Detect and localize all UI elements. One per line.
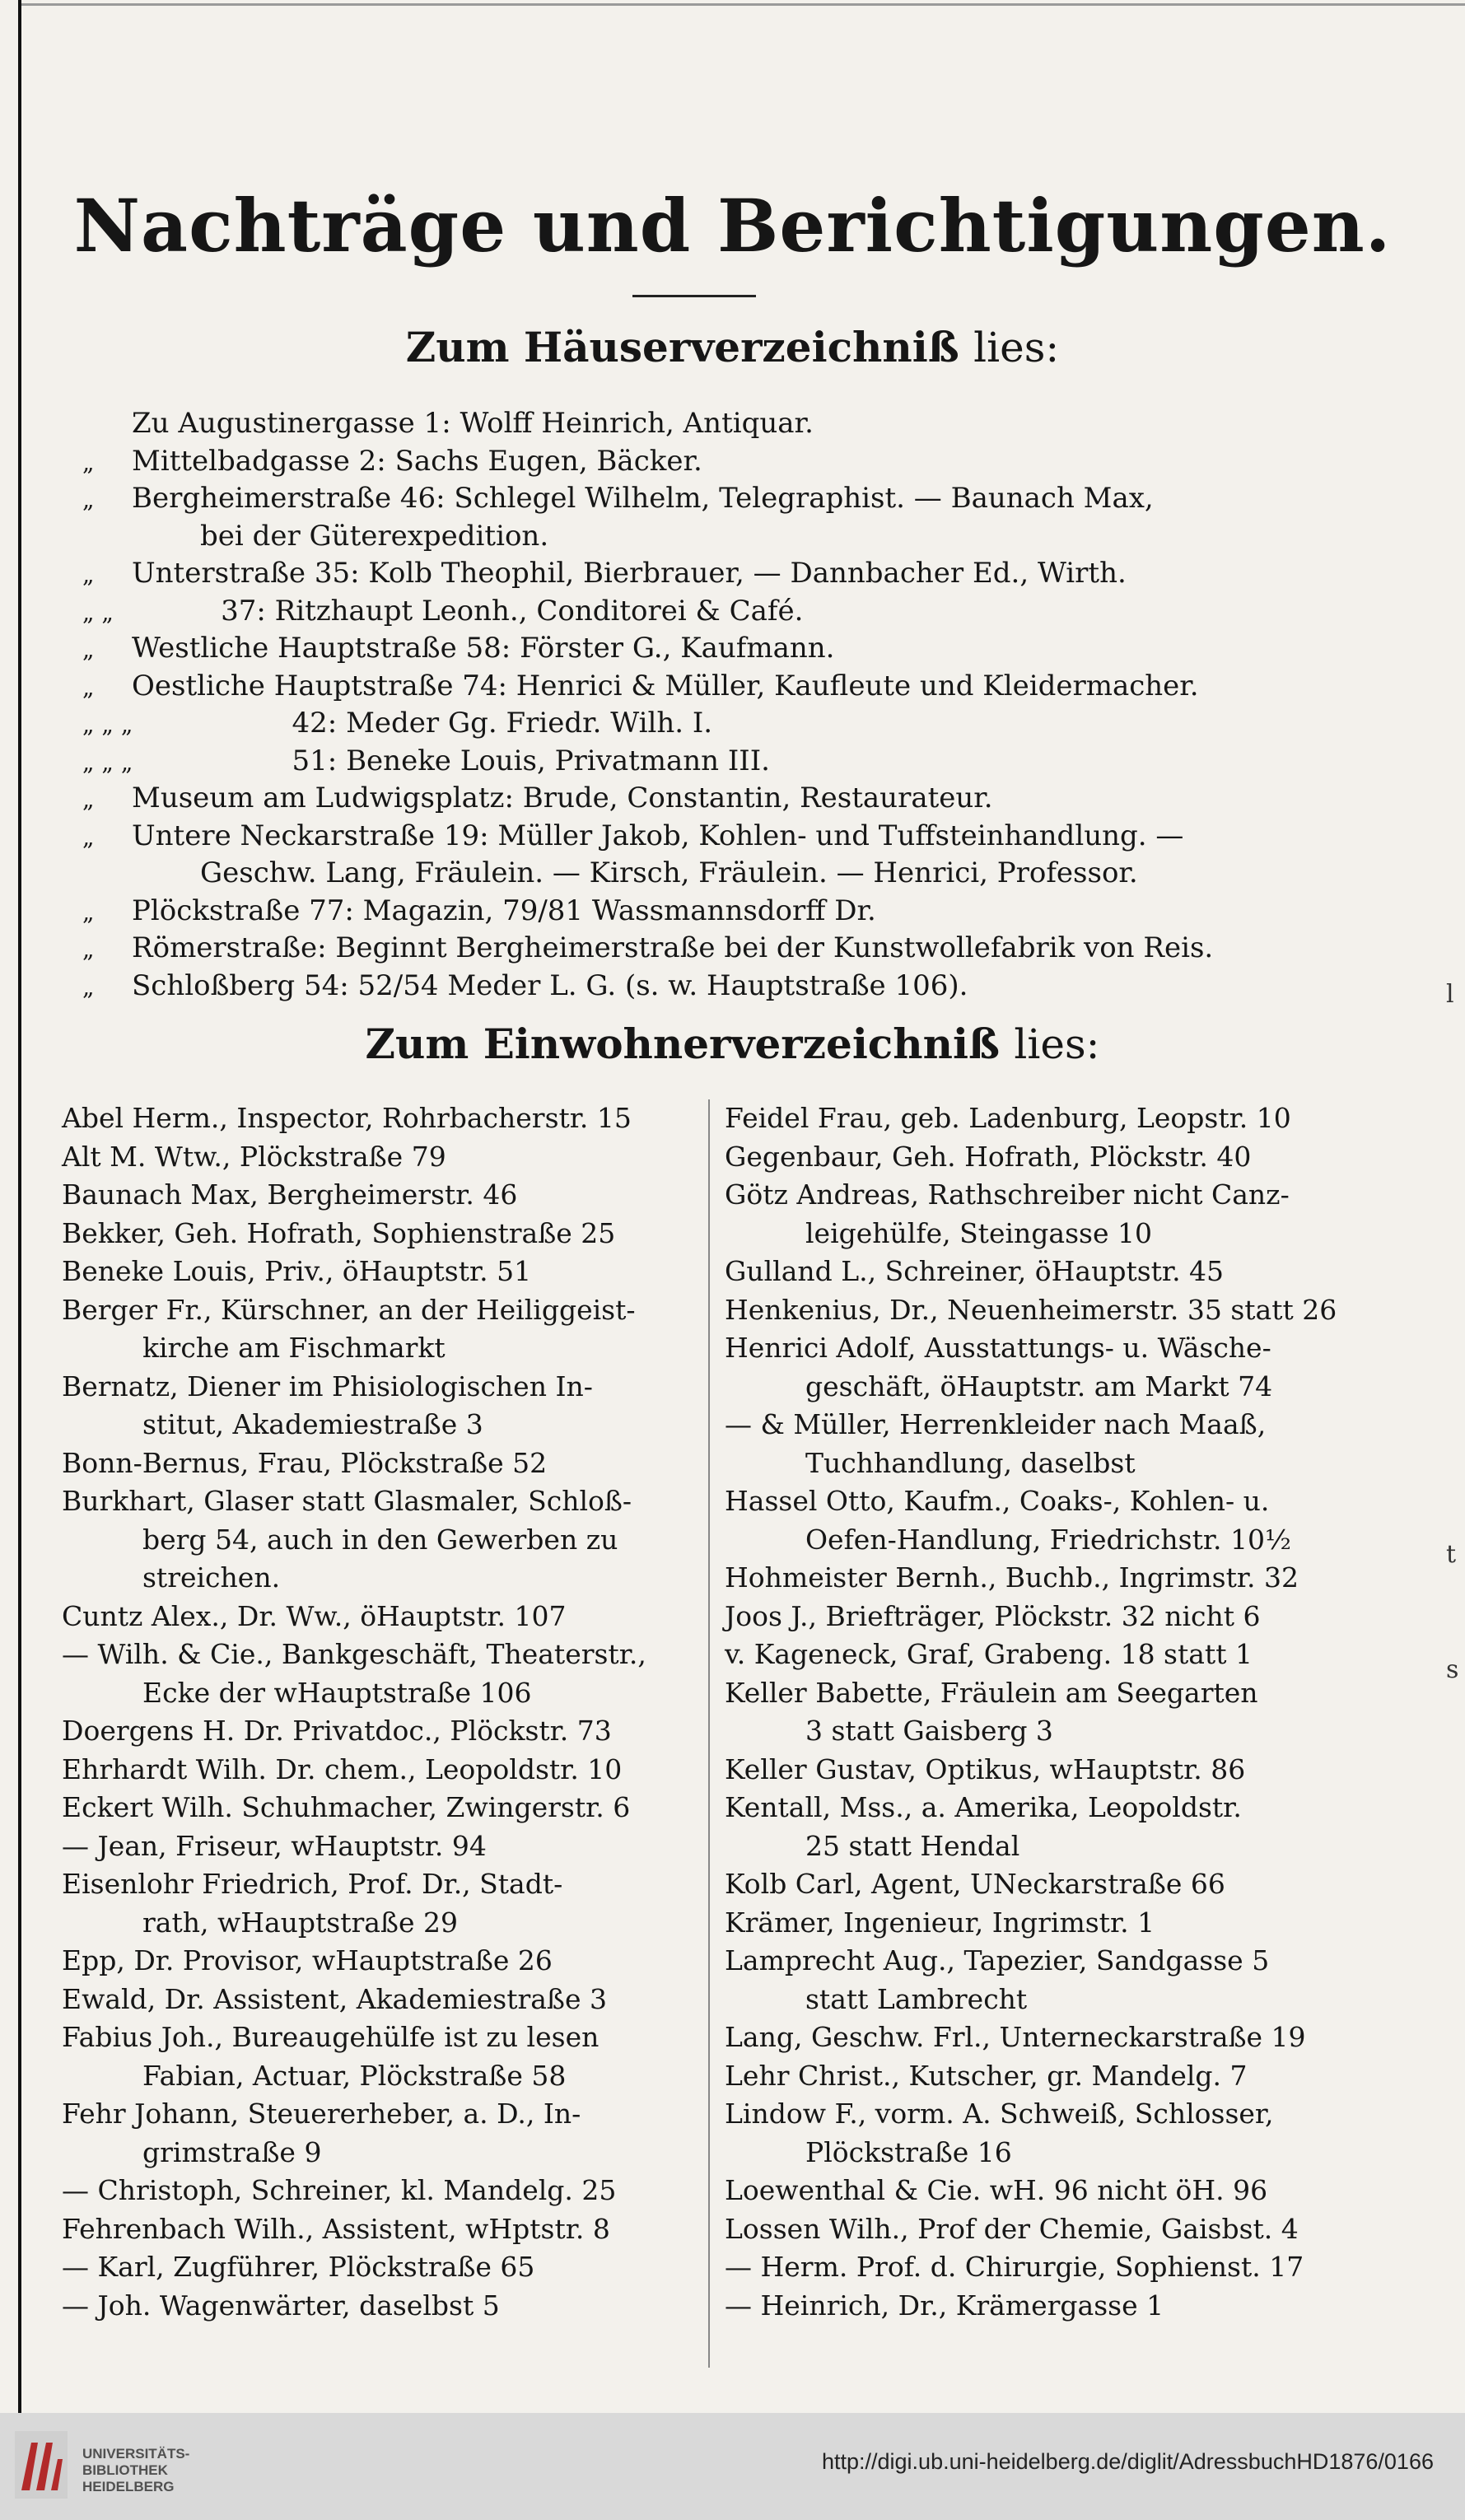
haeuser-entry-text: Westliche Hauptstraße 58: Förster G., Kaufmann. xyxy=(132,632,835,665)
haeuser-entry-text: Unterstraße 35: Kolb Theophil, Bierbrauer, — Dannbacher Ed., Wirth. xyxy=(132,557,1127,590)
haeuser-entry-line xyxy=(82,968,1367,1006)
margin-scan-artifact: s xyxy=(1446,1655,1459,1684)
einwohner-entry-line: kirche am Fischmarkt xyxy=(142,1332,446,1364)
haeuser-entry-line xyxy=(82,893,1367,931)
margin-scan-artifact: l xyxy=(1446,980,1454,1009)
einwohner-entry-line: Fabian, Actuar, Plöckstraße 58 xyxy=(142,2059,567,2092)
einwohner-entry-line: Keller Gustav, Optikus, wHauptstr. 86 xyxy=(725,1752,1246,1785)
haeuser-entry-line xyxy=(82,555,1367,593)
einwohner-entry-line: Keller Babette, Fräulein am Seegarten xyxy=(725,1676,1258,1709)
einwohner-entry-line: — Heinrich, Dr., Krämergasse 1 xyxy=(725,2289,1164,2322)
haeuser-entry-text: Bergheimerstraße 46: Schlegel Wilhelm, Telegraphist. — Baunach Max, xyxy=(132,482,1154,515)
einwohner-entry-line: Kolb Carl, Agent, UNeckarstraße 66 xyxy=(725,1868,1225,1900)
einwohner-entry-line: Fabius Joh., Bureaugehülfe ist zu lesen xyxy=(62,2021,600,2053)
haeuser-entry-line xyxy=(82,593,1367,631)
haeuser-entry-line xyxy=(82,855,1367,893)
einwohner-entry-line: — Jean, Friseur, wHauptstr. 94 xyxy=(62,1829,487,1862)
einwohner-entry-line: Baunach Max, Bergheimerstr. 46 xyxy=(62,1178,518,1211)
einwohner-entry-line: leigehülfe, Steingasse 10 xyxy=(805,1216,1152,1249)
title-divider xyxy=(632,295,756,297)
ditto-mark: „ xyxy=(82,486,95,513)
university-library-logo-icon xyxy=(15,2431,68,2499)
einwohner-entry-line: Henkenius, Dr., Neuenheimerstr. 35 statt 26 xyxy=(725,1293,1337,1326)
haeuser-entry-line xyxy=(82,743,1367,781)
einwohner-entry-line: statt Lambrecht xyxy=(805,1982,1028,2015)
haeuser-entry-line xyxy=(82,443,1367,481)
einwohner-entry-line: Plöckstraße 16 xyxy=(805,2135,1012,2168)
einwohner-entry-line: 25 statt Hendal xyxy=(805,1829,1020,1862)
einwohner-entry-line: Burkhart, Glaser statt Glasmaler, Schloß- xyxy=(62,1485,632,1517)
einwohner-entry-line: Eisenlohr Friedrich, Prof. Dr., Stadt- xyxy=(62,1868,563,1900)
einwohner-entry-line: v. Kageneck, Graf, Grabeng. 18 statt 1 xyxy=(725,1638,1253,1670)
haeuser-entry-text: Museum am Ludwigsplatz: Brude, Constantin, Restaurateur. xyxy=(132,782,993,814)
haeuser-entry-text: 37: Ritzhaupt Leonh., Conditorei & Café. xyxy=(132,594,804,628)
haeuser-entry-line xyxy=(82,780,1367,818)
einwohner-entry-line: — Wilh. & Cie., Bankgeschäft, Theaterstr., xyxy=(62,1638,646,1670)
einwohner-entry-line: Ewald, Dr. Assistent, Akademiestraße 3 xyxy=(62,1982,607,2015)
ditto-mark: „ xyxy=(82,786,95,813)
haeuser-entry-line xyxy=(82,630,1367,668)
einwohner-entry-line: Berger Fr., Kürschner, an der Heiliggeist- xyxy=(62,1293,636,1326)
einwohner-entry-line: grimstraße 9 xyxy=(142,2135,322,2168)
haeuser-entry-line xyxy=(82,705,1367,743)
ditto-mark: „ xyxy=(82,936,95,963)
einwohner-entry-line: — Christoph, Schreiner, kl. Mandelg. 25 xyxy=(62,2174,617,2206)
einwohner-entry-line: 3 statt Gaisberg 3 xyxy=(805,1715,1053,1747)
ditto-mark: „ xyxy=(82,448,95,476)
ditto-mark: „ xyxy=(82,823,95,851)
einwohner-entry-line: Abel Herm., Inspector, Rohrbacherstr. 15 xyxy=(62,1102,632,1134)
einwohner-entry-line: Gulland L., Schreiner, öHauptstr. 45 xyxy=(725,1255,1225,1287)
einwohner-entry-line: berg 54, auch in den Gewerben zu xyxy=(142,1523,618,1556)
einwohner-entry-line: Cuntz Alex., Dr. Ww., öHauptstr. 107 xyxy=(62,1599,567,1632)
einwohner-entry-line: — Joh. Wagenwärter, daselbst 5 xyxy=(62,2289,500,2322)
haeuser-entry-line xyxy=(82,405,1367,443)
einwohner-entry-line: Fehr Johann, Steuererheber, a. D., In- xyxy=(62,2098,581,2130)
einwohner-entry-line: Ehrhardt Wilh. Dr. chem., Leopoldstr. 10 xyxy=(62,1752,623,1785)
einwohner-column-right xyxy=(725,1099,1351,2325)
haeuser-entry-line xyxy=(82,818,1367,856)
einwohner-entry-line: — & Müller, Herrenkleider nach Maaß, xyxy=(725,1408,1267,1440)
einwohner-entry-line: Lang, Geschw. Frl., Unterneckarstraße 19 xyxy=(725,2021,1306,2053)
ditto-mark: „ „ „ xyxy=(82,748,133,776)
ditto-mark: „ xyxy=(82,973,95,1001)
einwohner-entry-line: geschäft, öHauptstr. am Markt 74 xyxy=(805,1370,1273,1402)
haeuser-entry-text: Römerstraße: Beginnt Bergheimerstraße bei der Kunstwollefabrik von Reis. xyxy=(132,931,1214,964)
library-name-line: HEIDELBERG xyxy=(82,2479,175,2494)
einwohner-entry-line: — Herm. Prof. d. Chirurgie, Sophienst. 17 xyxy=(725,2251,1304,2283)
einwohner-entry-line: Joos J., Briefträger, Plöckstr. 32 nicht 6 xyxy=(725,1599,1261,1632)
einwohner-entry-line: Tuchhandlung, daselbst xyxy=(805,1446,1136,1479)
einwohner-entry-line: Hassel Otto, Kaufm., Coaks-, Kohlen- u. xyxy=(725,1485,1270,1517)
einwohner-entry-line: — Karl, Zugführer, Plöckstraße 65 xyxy=(62,2251,535,2283)
haeuser-entry-text: bei der Güterexpedition. xyxy=(200,519,549,553)
haeuser-entry-text: Zu Augustinergasse 1: Wolff Heinrich, Antiquar. xyxy=(132,407,814,440)
column-divider xyxy=(708,1099,710,2368)
einwohner-entry-line: Krämer, Ingenieur, Ingrimstr. 1 xyxy=(725,1906,1155,1939)
section-heading-lies: lies: xyxy=(1014,1020,1100,1068)
haeuser-entry-text: Oestliche Hauptstraße 74: Henrici & Müller, Kaufleute und Kleidermacher. xyxy=(132,669,1199,702)
section-heading-text: Zum Einwohnerverzeichniß xyxy=(365,1020,1000,1068)
library-name xyxy=(82,2446,189,2495)
section-heading-haeuser xyxy=(0,323,1465,371)
haeuser-corrections-list xyxy=(82,405,1367,1005)
einwohner-entry-line: Lindow F., vorm. A. Schweiß, Schlosser, xyxy=(725,2098,1274,2130)
source-url-link[interactable]: http://digi.ub.uni-heidelberg.de/diglit/AdressbuchHD1876/0166 xyxy=(821,2449,1434,2474)
einwohner-entry-line: Ecke der wHauptstraße 106 xyxy=(142,1676,532,1709)
einwohner-entry-line: Lehr Christ., Kutscher, gr. Mandelg. 7 xyxy=(725,2059,1248,2092)
margin-scan-artifact: t xyxy=(1446,1540,1457,1569)
einwohner-entry-line: Bernatz, Diener im Phisiologischen In- xyxy=(62,1370,593,1402)
haeuser-entry-text: Plöckstraße 77: Magazin, 79/81 Wassmannsdorff Dr. xyxy=(132,894,876,927)
einwohner-entry-line: Gegenbaur, Geh. Hofrath, Plöckstr. 40 xyxy=(725,1140,1252,1173)
ditto-mark: „ „ „ xyxy=(82,711,133,738)
einwohner-entry-line: stitut, Akademiestraße 3 xyxy=(142,1408,483,1440)
library-name-line: BIBLIOTHEK xyxy=(82,2462,168,2478)
haeuser-entry-text: 51: Beneke Louis, Privatmann III. xyxy=(132,744,770,777)
haeuser-entry-line xyxy=(82,480,1367,518)
einwohner-entry-line: Bekker, Geh. Hofrath, Sophienstraße 25 xyxy=(62,1216,616,1249)
einwohner-entry-line: Beneke Louis, Priv., öHauptstr. 51 xyxy=(62,1255,532,1287)
ditto-mark: „ „ xyxy=(82,598,114,626)
haeuser-entry-line xyxy=(82,930,1367,968)
scan-top-edge xyxy=(18,3,1465,6)
einwohner-entry-line: Fehrenbach Wilh., Assistent, wHptstr. 8 xyxy=(62,2212,610,2245)
library-name-line: UNIVERSITÄTS- xyxy=(82,2446,190,2462)
einwohner-entry-line: Epp, Dr. Provisor, wHauptstraße 26 xyxy=(62,1944,553,1976)
haeuser-entry-text: 42: Meder Gg. Friedr. Wilh. I. xyxy=(132,707,713,740)
einwohner-entry-line: Henrici Adolf, Ausstattungs- u. Wäsche- xyxy=(725,1332,1271,1364)
haeuser-entry-line xyxy=(82,518,1367,556)
ditto-mark: „ xyxy=(82,898,95,926)
einwohner-entry-line: Lossen Wilh., Prof der Chemie, Gaisbst. 4 xyxy=(725,2212,1299,2245)
ditto-mark: „ xyxy=(82,636,95,663)
page-title: Nachträge und Berichtigungen. xyxy=(73,183,1392,268)
einwohner-entry-line: Eckert Wilh. Schuhmacher, Zwingerstr. 6 xyxy=(62,1791,631,1823)
section-heading-lies: lies: xyxy=(973,324,1060,371)
einwohner-entry-line: streichen. xyxy=(142,1561,281,1594)
haeuser-entry-line xyxy=(82,668,1367,706)
section-heading-text: Zum Häuserverzeichniß xyxy=(405,323,959,371)
einwohner-entry-line: Hohmeister Bernh., Buchb., Ingrimstr. 32 xyxy=(725,1561,1299,1594)
haeuser-entry-text: Schloßberg 54: 52/54 Meder L. G. (s. w. Hauptstraße 106). xyxy=(132,968,968,1002)
einwohner-entry-line: Oefen-Handlung, Friedrichstr. 10½ xyxy=(805,1523,1291,1556)
ditto-mark: „ xyxy=(82,561,95,588)
einwohner-entry-line: Doergens H. Dr. Privatdoc., Plöckstr. 73 xyxy=(62,1715,612,1747)
einwohner-entry-line: Bonn-Bernus, Frau, Plöckstraße 52 xyxy=(62,1446,548,1479)
haeuser-entry-text: Mittelbadgasse 2: Sachs Eugen, Bäcker. xyxy=(132,444,702,478)
einwohner-entry-line: rath, wHauptstraße 29 xyxy=(142,1906,458,1939)
footer-bar xyxy=(0,2413,1465,2520)
einwohner-column-left xyxy=(62,1099,696,2325)
einwohner-entry-line: Kentall, Mss., a. Amerika, Leopoldstr. xyxy=(725,1791,1242,1823)
section-heading-einwohner xyxy=(0,1020,1465,1068)
einwohner-entry-line: Götz Andreas, Rathschreiber nicht Canz- xyxy=(725,1178,1290,1211)
haeuser-entry-text: Geschw. Lang, Fräulein. — Kirsch, Fräulein. — Henrici, Professor. xyxy=(200,856,1138,889)
einwohner-entry-line: Alt M. Wtw., Plöckstraße 79 xyxy=(62,1140,446,1173)
einwohner-entry-line: Lamprecht Aug., Tapezier, Sandgasse 5 xyxy=(725,1944,1270,1976)
ditto-mark: „ xyxy=(82,673,95,701)
einwohner-entry-line: Loewenthal & Cie. wH. 96 nicht öH. 96 xyxy=(725,2174,1268,2206)
einwohner-entry-line: Feidel Frau, geb. Ladenburg, Leopstr. 10 xyxy=(725,1102,1291,1134)
haeuser-entry-text: Untere Neckarstraße 19: Müller Jakob, Kohlen- und Tuffsteinhandlung. — xyxy=(132,819,1184,852)
